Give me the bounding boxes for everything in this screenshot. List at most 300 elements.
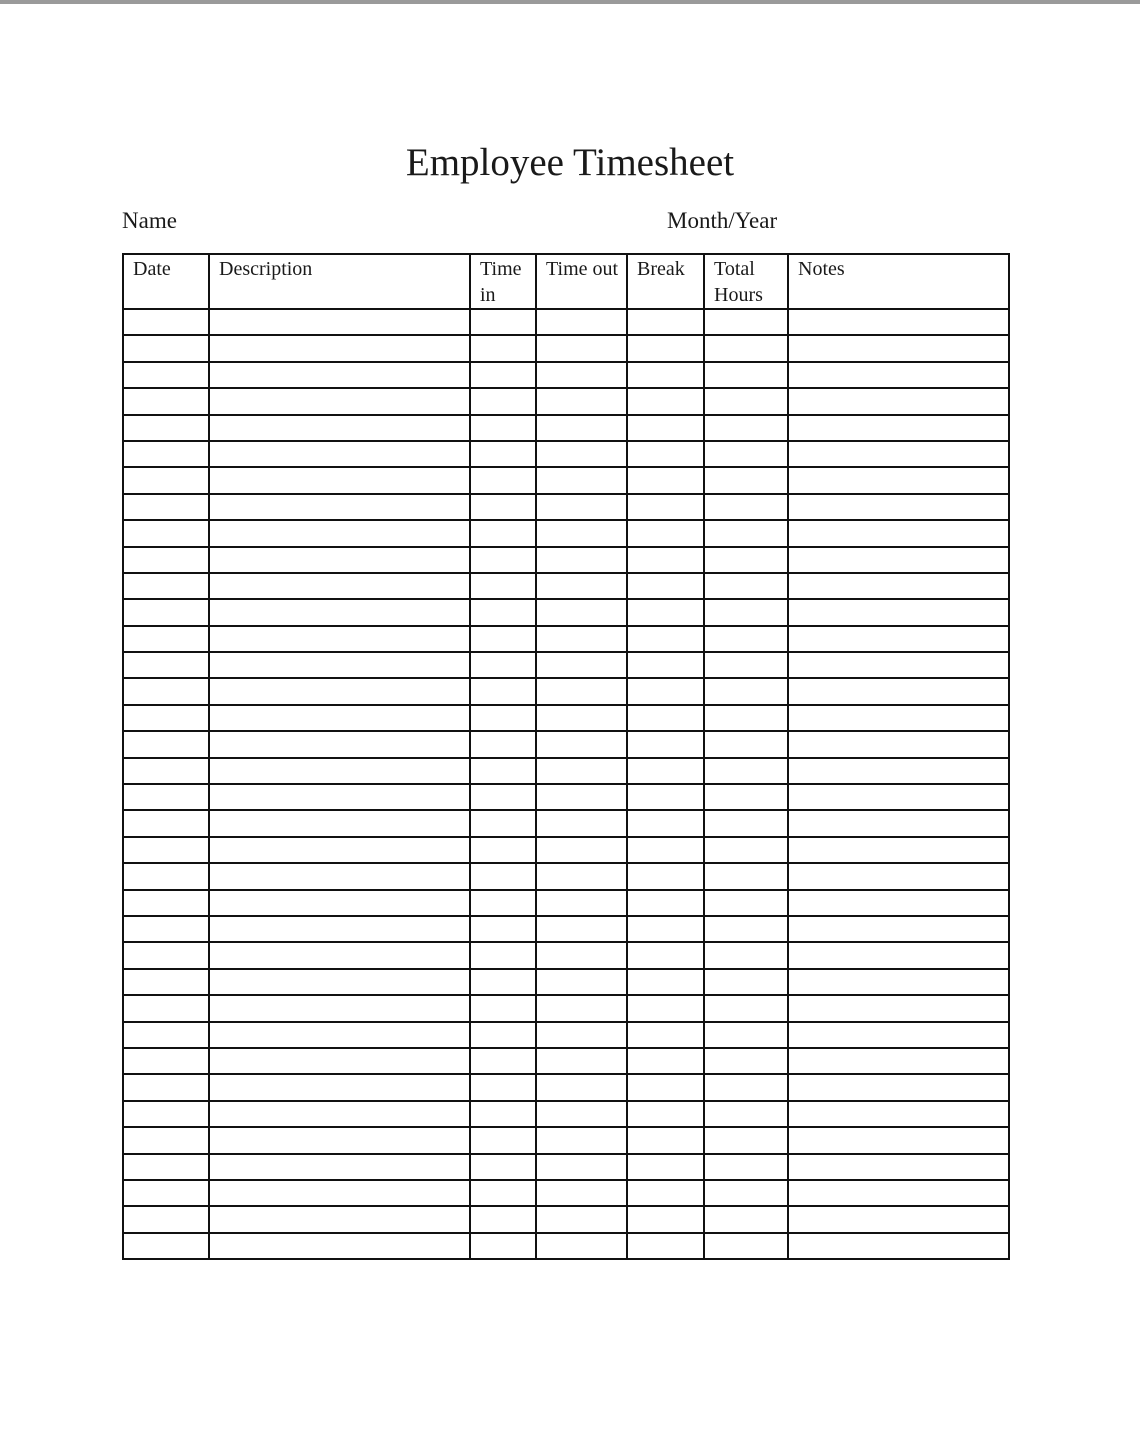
cell-time-out[interactable] (536, 309, 627, 335)
table-row (123, 810, 1009, 836)
cell-time-in[interactable] (470, 705, 536, 731)
cell-time-in[interactable] (470, 1127, 536, 1153)
cell-description[interactable] (209, 837, 470, 863)
table-row (123, 916, 1009, 942)
cell-break[interactable] (627, 1048, 704, 1074)
cell-description[interactable] (209, 995, 470, 1021)
cell-break[interactable] (627, 388, 704, 414)
cell-time-out[interactable] (536, 1127, 627, 1153)
table-row (123, 1233, 1009, 1259)
cell-date[interactable] (123, 1048, 209, 1074)
cell-time-in[interactable] (470, 362, 536, 388)
cell-notes[interactable] (788, 784, 1009, 810)
cell-time-in[interactable] (470, 995, 536, 1021)
cell-break[interactable] (627, 784, 704, 810)
cell-notes[interactable] (788, 415, 1009, 441)
cell-total-hours[interactable] (704, 731, 788, 757)
column-header-date: Date (123, 254, 209, 309)
column-header-time-out: Time out (536, 254, 627, 309)
table-body (123, 309, 1009, 1259)
cell-time-out[interactable] (536, 942, 627, 968)
cell-time-out[interactable] (536, 837, 627, 863)
cell-notes[interactable] (788, 863, 1009, 889)
cell-break[interactable] (627, 309, 704, 335)
cell-break[interactable] (627, 520, 704, 546)
cell-time-in[interactable] (470, 969, 536, 995)
cell-notes[interactable] (788, 1022, 1009, 1048)
cell-time-out[interactable] (536, 626, 627, 652)
cell-time-in[interactable] (470, 678, 536, 704)
cell-date[interactable] (123, 731, 209, 757)
cell-total-hours[interactable] (704, 810, 788, 836)
cell-notes[interactable] (788, 547, 1009, 573)
cell-date[interactable] (123, 309, 209, 335)
cell-date[interactable] (123, 705, 209, 731)
cell-description[interactable] (209, 467, 470, 493)
cell-total-hours[interactable] (704, 362, 788, 388)
cell-date[interactable] (123, 678, 209, 704)
cell-time-in[interactable] (470, 599, 536, 625)
cell-time-out[interactable] (536, 520, 627, 546)
cell-description[interactable] (209, 309, 470, 335)
cell-description[interactable] (209, 916, 470, 942)
cell-total-hours[interactable] (704, 547, 788, 573)
cell-date[interactable] (123, 388, 209, 414)
cell-date[interactable] (123, 415, 209, 441)
cell-notes[interactable] (788, 652, 1009, 678)
cell-break[interactable] (627, 547, 704, 573)
cell-notes[interactable] (788, 969, 1009, 995)
cell-time-out[interactable] (536, 652, 627, 678)
table-row (123, 969, 1009, 995)
cell-notes[interactable] (788, 309, 1009, 335)
table-row (123, 942, 1009, 968)
table-row (123, 441, 1009, 467)
cell-notes[interactable] (788, 1206, 1009, 1232)
cell-time-in[interactable] (470, 388, 536, 414)
cell-total-hours[interactable] (704, 705, 788, 731)
cell-time-in[interactable] (470, 758, 536, 784)
cell-time-out[interactable] (536, 863, 627, 889)
cell-date[interactable] (123, 758, 209, 784)
cell-time-in[interactable] (470, 335, 536, 361)
cell-time-out[interactable] (536, 1180, 627, 1206)
cell-break[interactable] (627, 1180, 704, 1206)
cell-break[interactable] (627, 863, 704, 889)
cell-total-hours[interactable] (704, 942, 788, 968)
cell-time-in[interactable] (470, 1022, 536, 1048)
cell-description[interactable] (209, 626, 470, 652)
cell-description[interactable] (209, 863, 470, 889)
column-header-total-hours: Total Hours (704, 254, 788, 309)
cell-total-hours[interactable] (704, 1233, 788, 1259)
cell-break[interactable] (627, 1022, 704, 1048)
table-row (123, 388, 1009, 414)
table-row (123, 520, 1009, 546)
table-row (123, 705, 1009, 731)
cell-date[interactable] (123, 837, 209, 863)
cell-break[interactable] (627, 916, 704, 942)
table-row (123, 863, 1009, 889)
cell-total-hours[interactable] (704, 1048, 788, 1074)
cell-break[interactable] (627, 969, 704, 995)
cell-total-hours[interactable] (704, 969, 788, 995)
cell-total-hours[interactable] (704, 652, 788, 678)
table-row (123, 335, 1009, 361)
timesheet-table (122, 253, 1010, 1260)
cell-break[interactable] (627, 626, 704, 652)
cell-notes[interactable] (788, 810, 1009, 836)
cell-description[interactable] (209, 1154, 470, 1180)
cell-time-out[interactable] (536, 467, 627, 493)
cell-date[interactable] (123, 547, 209, 573)
cell-break[interactable] (627, 1206, 704, 1232)
cell-break[interactable] (627, 1127, 704, 1153)
cell-time-in[interactable] (470, 890, 536, 916)
cell-description[interactable] (209, 520, 470, 546)
cell-time-in[interactable] (470, 309, 536, 335)
cell-time-out[interactable] (536, 1101, 627, 1127)
cell-notes[interactable] (788, 916, 1009, 942)
cell-total-hours[interactable] (704, 441, 788, 467)
cell-notes[interactable] (788, 1233, 1009, 1259)
cell-break[interactable] (627, 810, 704, 836)
cell-time-out[interactable] (536, 1154, 627, 1180)
cell-time-in[interactable] (470, 1154, 536, 1180)
table-row (123, 626, 1009, 652)
cell-break[interactable] (627, 678, 704, 704)
cell-description[interactable] (209, 1233, 470, 1259)
cell-notes[interactable] (788, 1074, 1009, 1100)
cell-notes[interactable] (788, 494, 1009, 520)
cell-time-out[interactable] (536, 810, 627, 836)
cell-notes[interactable] (788, 388, 1009, 414)
cell-description[interactable] (209, 1022, 470, 1048)
cell-time-out[interactable] (536, 547, 627, 573)
cell-notes[interactable] (788, 678, 1009, 704)
cell-time-in[interactable] (470, 415, 536, 441)
cell-date[interactable] (123, 995, 209, 1021)
cell-break[interactable] (627, 1074, 704, 1100)
cell-description[interactable] (209, 362, 470, 388)
cell-notes[interactable] (788, 599, 1009, 625)
top-border (0, 0, 1140, 4)
table-row (123, 1022, 1009, 1048)
cell-description[interactable] (209, 441, 470, 467)
cell-description[interactable] (209, 388, 470, 414)
table-row (123, 547, 1009, 573)
cell-time-out[interactable] (536, 731, 627, 757)
cell-time-in[interactable] (470, 1206, 536, 1232)
cell-date[interactable] (123, 335, 209, 361)
cell-date[interactable] (123, 652, 209, 678)
cell-time-out[interactable] (536, 1206, 627, 1232)
table-row (123, 467, 1009, 493)
cell-total-hours[interactable] (704, 784, 788, 810)
cell-time-in[interactable] (470, 1180, 536, 1206)
cell-total-hours[interactable] (704, 1180, 788, 1206)
table-row (123, 678, 1009, 704)
cell-date[interactable] (123, 890, 209, 916)
cell-total-hours[interactable] (704, 758, 788, 784)
cell-time-out[interactable] (536, 573, 627, 599)
cell-break[interactable] (627, 441, 704, 467)
cell-break[interactable] (627, 758, 704, 784)
cell-date[interactable] (123, 362, 209, 388)
month-year-label: Month/Year (667, 208, 778, 233)
cell-break[interactable] (627, 837, 704, 863)
cell-time-out[interactable] (536, 758, 627, 784)
cell-break[interactable] (627, 494, 704, 520)
cell-description[interactable] (209, 547, 470, 573)
table-row (123, 1127, 1009, 1153)
cell-time-out[interactable] (536, 1048, 627, 1074)
table-row (123, 1154, 1009, 1180)
cell-date[interactable] (123, 494, 209, 520)
cell-date[interactable] (123, 1206, 209, 1232)
cell-time-out[interactable] (536, 599, 627, 625)
cell-notes[interactable] (788, 441, 1009, 467)
cell-date[interactable] (123, 1074, 209, 1100)
cell-description[interactable] (209, 494, 470, 520)
cell-time-out[interactable] (536, 784, 627, 810)
cell-total-hours[interactable] (704, 494, 788, 520)
cell-time-in[interactable] (470, 494, 536, 520)
cell-description[interactable] (209, 890, 470, 916)
cell-time-out[interactable] (536, 1022, 627, 1048)
cell-date[interactable] (123, 573, 209, 599)
cell-date[interactable] (123, 863, 209, 889)
cell-description[interactable] (209, 335, 470, 361)
cell-notes[interactable] (788, 335, 1009, 361)
cell-description[interactable] (209, 1074, 470, 1100)
cell-time-in[interactable] (470, 837, 536, 863)
cell-break[interactable] (627, 995, 704, 1021)
cell-total-hours[interactable] (704, 1101, 788, 1127)
cell-break[interactable] (627, 1233, 704, 1259)
cell-time-out[interactable] (536, 388, 627, 414)
cell-date[interactable] (123, 520, 209, 546)
column-header-notes: Notes (788, 254, 1009, 309)
cell-break[interactable] (627, 705, 704, 731)
cell-break[interactable] (627, 573, 704, 599)
cell-total-hours[interactable] (704, 890, 788, 916)
cell-notes[interactable] (788, 520, 1009, 546)
cell-description[interactable] (209, 942, 470, 968)
table-row (123, 1180, 1009, 1206)
cell-total-hours[interactable] (704, 1022, 788, 1048)
cell-break[interactable] (627, 890, 704, 916)
table-row (123, 784, 1009, 810)
cell-total-hours[interactable] (704, 335, 788, 361)
cell-time-in[interactable] (470, 916, 536, 942)
cell-total-hours[interactable] (704, 467, 788, 493)
cell-total-hours[interactable] (704, 415, 788, 441)
cell-break[interactable] (627, 1101, 704, 1127)
cell-total-hours[interactable] (704, 1074, 788, 1100)
name-label: Name (122, 208, 177, 233)
cell-time-out[interactable] (536, 1074, 627, 1100)
page-title: Employee Timesheet (405, 141, 735, 184)
cell-break[interactable] (627, 1154, 704, 1180)
table-row (123, 837, 1009, 863)
cell-total-hours[interactable] (704, 573, 788, 599)
cell-time-in[interactable] (470, 626, 536, 652)
cell-time-out[interactable] (536, 678, 627, 704)
cell-date[interactable] (123, 916, 209, 942)
cell-description[interactable] (209, 1048, 470, 1074)
cell-description[interactable] (209, 784, 470, 810)
cell-time-out[interactable] (536, 362, 627, 388)
cell-total-hours[interactable] (704, 995, 788, 1021)
cell-notes[interactable] (788, 705, 1009, 731)
cell-notes[interactable] (788, 1048, 1009, 1074)
table-row (123, 599, 1009, 625)
cell-description[interactable] (209, 810, 470, 836)
cell-break[interactable] (627, 731, 704, 757)
cell-total-hours[interactable] (704, 678, 788, 704)
cell-time-out[interactable] (536, 995, 627, 1021)
cell-notes[interactable] (788, 837, 1009, 863)
cell-time-in[interactable] (470, 467, 536, 493)
cell-description[interactable] (209, 758, 470, 784)
cell-time-out[interactable] (536, 969, 627, 995)
cell-notes[interactable] (788, 995, 1009, 1021)
cell-date[interactable] (123, 1127, 209, 1153)
cell-date[interactable] (123, 1022, 209, 1048)
cell-notes[interactable] (788, 626, 1009, 652)
cell-description[interactable] (209, 415, 470, 441)
cell-time-in[interactable] (470, 1233, 536, 1259)
cell-time-in[interactable] (470, 810, 536, 836)
cell-total-hours[interactable] (704, 599, 788, 625)
cell-break[interactable] (627, 415, 704, 441)
cell-break[interactable] (627, 942, 704, 968)
cell-time-in[interactable] (470, 573, 536, 599)
cell-notes[interactable] (788, 467, 1009, 493)
cell-description[interactable] (209, 678, 470, 704)
cell-time-out[interactable] (536, 916, 627, 942)
cell-total-hours[interactable] (704, 1206, 788, 1232)
cell-date[interactable] (123, 784, 209, 810)
cell-date[interactable] (123, 1180, 209, 1206)
cell-date[interactable] (123, 467, 209, 493)
cell-total-hours[interactable] (704, 863, 788, 889)
cell-description[interactable] (209, 652, 470, 678)
cell-notes[interactable] (788, 362, 1009, 388)
cell-time-in[interactable] (470, 441, 536, 467)
cell-time-out[interactable] (536, 890, 627, 916)
table-row (123, 652, 1009, 678)
cell-time-out[interactable] (536, 415, 627, 441)
cell-total-hours[interactable] (704, 309, 788, 335)
cell-date[interactable] (123, 1233, 209, 1259)
table-row (123, 1074, 1009, 1100)
cell-time-in[interactable] (470, 863, 536, 889)
table-row (123, 309, 1009, 335)
cell-total-hours[interactable] (704, 837, 788, 863)
cell-total-hours[interactable] (704, 520, 788, 546)
cell-total-hours[interactable] (704, 916, 788, 942)
cell-description[interactable] (209, 1127, 470, 1153)
cell-notes[interactable] (788, 1180, 1009, 1206)
table-row (123, 995, 1009, 1021)
table-row (123, 1101, 1009, 1127)
cell-time-out[interactable] (536, 494, 627, 520)
cell-description[interactable] (209, 573, 470, 599)
cell-total-hours[interactable] (704, 388, 788, 414)
cell-time-in[interactable] (470, 731, 536, 757)
cell-time-out[interactable] (536, 335, 627, 361)
table-row (123, 362, 1009, 388)
cell-break[interactable] (627, 599, 704, 625)
cell-notes[interactable] (788, 731, 1009, 757)
cell-time-in[interactable] (470, 652, 536, 678)
cell-time-in[interactable] (470, 547, 536, 573)
cell-time-in[interactable] (470, 784, 536, 810)
cell-date[interactable] (123, 942, 209, 968)
cell-break[interactable] (627, 652, 704, 678)
cell-description[interactable] (209, 969, 470, 995)
cell-date[interactable] (123, 599, 209, 625)
cell-time-in[interactable] (470, 942, 536, 968)
column-header-break: Break (627, 254, 704, 309)
cell-description[interactable] (209, 599, 470, 625)
cell-time-in[interactable] (470, 520, 536, 546)
cell-time-out[interactable] (536, 705, 627, 731)
cell-notes[interactable] (788, 1127, 1009, 1153)
cell-description[interactable] (209, 1206, 470, 1232)
cell-total-hours[interactable] (704, 1154, 788, 1180)
table-row (123, 573, 1009, 599)
cell-time-out[interactable] (536, 1233, 627, 1259)
cell-total-hours[interactable] (704, 626, 788, 652)
cell-date[interactable] (123, 1101, 209, 1127)
cell-notes[interactable] (788, 890, 1009, 916)
column-header-description: Description (209, 254, 470, 309)
table-row (123, 758, 1009, 784)
cell-break[interactable] (627, 467, 704, 493)
table-row (123, 890, 1009, 916)
cell-description[interactable] (209, 1180, 470, 1206)
cell-notes[interactable] (788, 573, 1009, 599)
cell-total-hours[interactable] (704, 1127, 788, 1153)
cell-description[interactable] (209, 705, 470, 731)
cell-time-out[interactable] (536, 441, 627, 467)
cell-break[interactable] (627, 335, 704, 361)
cell-date[interactable] (123, 969, 209, 995)
cell-notes[interactable] (788, 758, 1009, 784)
cell-date[interactable] (123, 1154, 209, 1180)
cell-notes[interactable] (788, 1101, 1009, 1127)
cell-description[interactable] (209, 731, 470, 757)
cell-date[interactable] (123, 441, 209, 467)
table-row (123, 415, 1009, 441)
table-row (123, 731, 1009, 757)
cell-notes[interactable] (788, 942, 1009, 968)
cell-time-in[interactable] (470, 1048, 536, 1074)
cell-notes[interactable] (788, 1154, 1009, 1180)
cell-description[interactable] (209, 1101, 470, 1127)
table-row (123, 494, 1009, 520)
cell-time-in[interactable] (470, 1074, 536, 1100)
table-row (123, 1048, 1009, 1074)
cell-date[interactable] (123, 810, 209, 836)
cell-break[interactable] (627, 362, 704, 388)
cell-date[interactable] (123, 626, 209, 652)
cell-time-in[interactable] (470, 1101, 536, 1127)
header-row (123, 254, 1009, 309)
